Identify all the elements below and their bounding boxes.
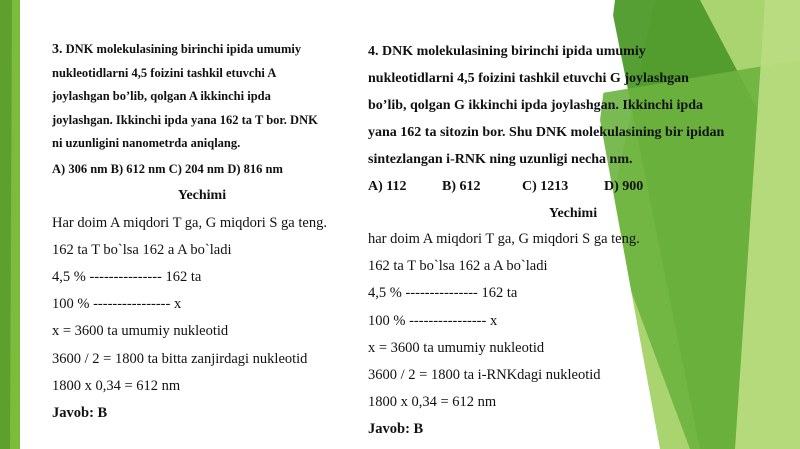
question-line: nukleotidlarni 4,5 foizini tashkil etuvchi G joylashgan bbox=[368, 71, 689, 86]
problem-3 bbox=[52, 38, 352, 427]
problem-3-number: 3. bbox=[52, 42, 63, 57]
option-d: D) 900 bbox=[604, 179, 644, 194]
solution-line: Har doim A miqdori T ga, G miqdori S ga teng. bbox=[52, 214, 327, 231]
question-line: 4. DNK molekulasining birinchi ipida umumiy bbox=[368, 44, 646, 59]
question-line: yana 162 ta sitozin bor. Shu DNK molekulasining bir ipidan bbox=[368, 125, 725, 140]
question-line: joylashgan. Ikkinchi ipda yana 162 ta T bor. DNK bbox=[52, 112, 318, 127]
solution-line: 3600 / 2 = 1800 ta i-RNKdagi nukleotid bbox=[368, 367, 601, 384]
problem-3-options: A) 306 nm B) 612 nm C) 204 nm D) 816 nm bbox=[52, 161, 283, 176]
problem-4-solution-title: Yechimi bbox=[548, 206, 598, 221]
solution-line: 3600 / 2 = 1800 ta bitta zanjirdagi nukleotid bbox=[52, 350, 308, 367]
question-line: bo’lib, qolgan G ikkinchi ipda joylashgan. Ikkinchi ipda bbox=[368, 98, 703, 113]
problem-4-answer: Javob: B bbox=[368, 421, 424, 438]
problem-3-question bbox=[52, 38, 352, 156]
solution-line: 162 ta T bo`lsa 162 a A bo`ladi bbox=[52, 241, 232, 258]
solution-line: 1800 x 0,34 = 612 nm bbox=[52, 377, 181, 394]
question-line: joylashgan bo’lib, qolgan A ikkinchi ipda bbox=[52, 89, 271, 103]
solution-line: x = 3600 ta umumiy nukleotid bbox=[52, 323, 229, 340]
solution-line: x = 3600 ta umumiy nukleotid bbox=[368, 339, 545, 356]
problem-3-answer: Javob: B bbox=[52, 404, 108, 421]
option-a: A) 112 bbox=[368, 179, 407, 194]
question-line: DNK molekulasining birinchi ipida umumiy bbox=[65, 42, 302, 56]
solution-line: har doim A miqdori T ga, G miqdori S ga teng. bbox=[368, 231, 640, 247]
problem-4-options bbox=[368, 173, 778, 200]
problem-3-solution-title: Yechimi bbox=[177, 187, 227, 203]
option-b: B) 612 bbox=[442, 179, 481, 194]
solution-line: 162 ta T bo`lsa 162 a A bo`ladi bbox=[368, 258, 548, 275]
question-line: ni uzunligini nanometrda aniqlang. bbox=[52, 136, 241, 150]
option-c: C) 1213 bbox=[522, 179, 569, 194]
solution-line: 100 % ---------------- x bbox=[52, 296, 182, 313]
green-band-left-shade bbox=[0, 0, 12, 449]
solution-line: 4,5 % --------------- 162 ta bbox=[52, 268, 202, 285]
solution-line: 100 % ---------------- x bbox=[368, 312, 498, 329]
problem-4-question bbox=[368, 38, 778, 173]
solution-line: 1800 x 0,34 = 612 nm bbox=[368, 394, 497, 411]
problem-4 bbox=[368, 38, 778, 444]
question-line: sintezlangan i-RNK ning uzunligi necha nm. bbox=[368, 152, 633, 167]
question-line: nukleotidlarni 4,5 foizini tashkil etuvchi A bbox=[52, 65, 277, 80]
solution-line: 4,5 % --------------- 162 ta bbox=[368, 285, 518, 302]
